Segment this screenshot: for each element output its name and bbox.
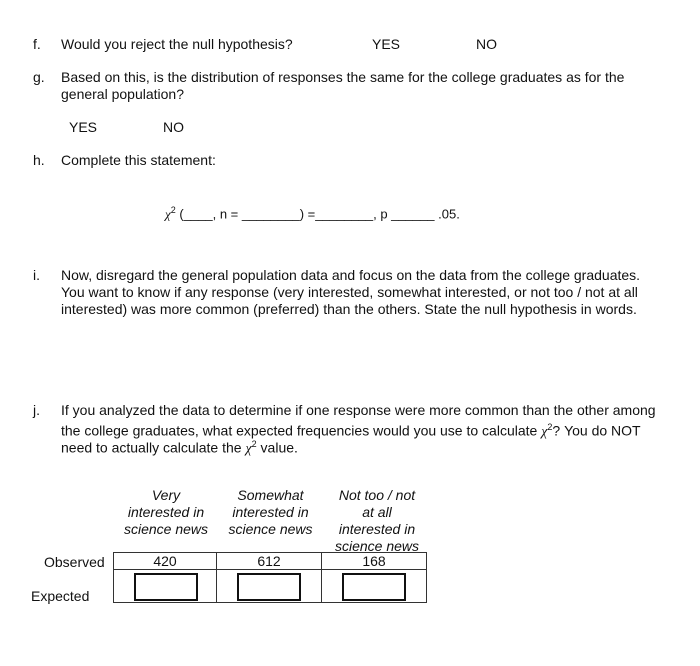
expected-input-box[interactable] (342, 573, 406, 601)
expected-cell (217, 570, 322, 603)
item-i-line3: interested) was more common (preferred) than the others. State the null hypothesis in words. (61, 301, 637, 317)
expected-input-box[interactable] (134, 573, 198, 601)
expected-cell (114, 570, 217, 603)
col-header-not-too: Not too / not at all interested in science news (334, 487, 420, 554)
item-g-letter: g. (33, 69, 45, 85)
chi-symbol: χ (245, 441, 252, 457)
item-g-question-line1: Based on this, is the distribution of responses the same for the college graduates as for the (61, 69, 625, 85)
chi-exponent: 2 (251, 439, 257, 449)
chi-symbol: χ (165, 206, 171, 222)
item-f-no-option[interactable]: NO (476, 36, 497, 52)
item-j-line1: If you analyzed the data to determine if one response were more common than the other among (61, 402, 656, 418)
item-i-line1: Now, disregard the general population data and focus on the data from the college graduates. (61, 267, 641, 283)
observed-cell: 420 (114, 553, 217, 570)
item-h-prompt: Complete this statement: (61, 152, 216, 168)
chi-symbol: χ (541, 424, 548, 440)
frequency-table (113, 552, 427, 603)
item-h-statement (165, 202, 460, 222)
item-f-yes-option[interactable]: YES (372, 36, 401, 52)
col-header-very: Very interested in science news (123, 487, 209, 537)
item-h-statement-text: (____, n = ________) =________, p ______ .05. (175, 206, 460, 222)
item-g-question-line2: general population? (61, 86, 184, 102)
item-f-question: Would you reject the null hypothesis? (61, 36, 293, 52)
row-label-expected: Expected (31, 588, 90, 604)
item-h-letter: h. (33, 152, 45, 168)
item-g-yes-option[interactable]: YES (69, 119, 98, 135)
observed-cell: 612 (217, 553, 322, 570)
item-j-line3-b: value. (256, 439, 298, 456)
expected-cell (322, 570, 427, 603)
item-j-letter: j. (33, 402, 40, 418)
item-g-no-option[interactable]: NO (163, 119, 184, 135)
item-j-line2-b: ? You do NOT (552, 422, 641, 439)
item-i-letter: i. (33, 267, 40, 283)
item-f-letter: f. (33, 36, 41, 52)
row-label-observed: Observed (44, 554, 105, 570)
chi-exponent: 2 (170, 205, 176, 215)
item-i-line2: You want to know if any response (very interested, somewhat interested, or not too / not at all (61, 284, 638, 300)
chi-exponent: 2 (547, 422, 553, 432)
item-j-line3 (61, 436, 298, 458)
col-header-somewhat: Somewhat interested in science news (228, 487, 313, 537)
observed-cell: 168 (322, 553, 427, 570)
item-j-line3-a: need to actually calculate the (61, 439, 246, 456)
expected-input-box[interactable] (237, 573, 301, 601)
item-j-line2-a: the college graduates, what expected frequencies would you use to calculate (61, 422, 542, 439)
